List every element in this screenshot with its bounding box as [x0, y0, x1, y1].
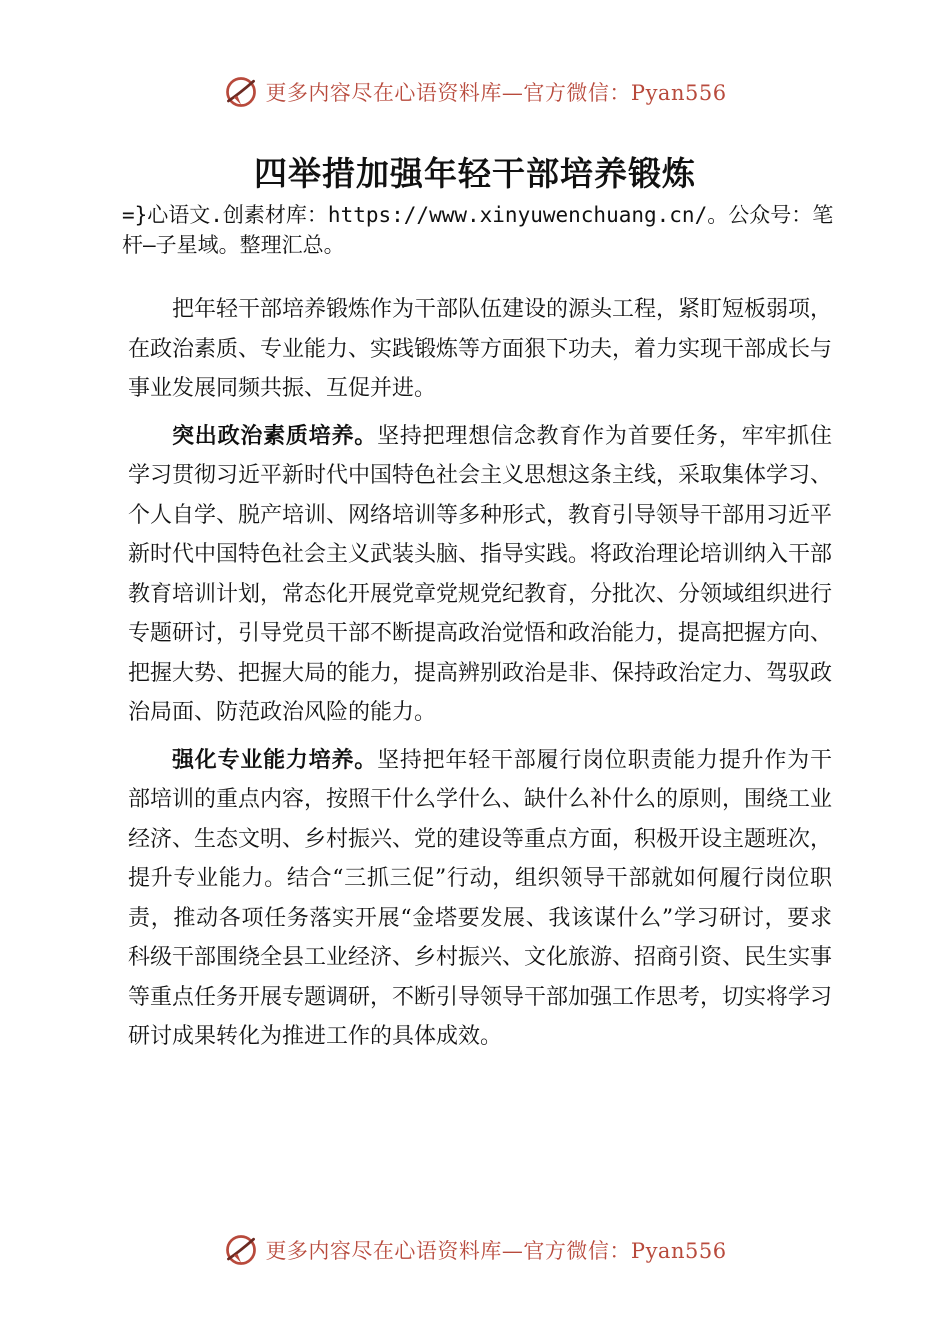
- footer-watermark-banner: [0, 1228, 950, 1272]
- document-title: 四举措加强年轻干部培养锻炼: [254, 154, 696, 193]
- section-text-professional: 坚持把年轻干部履行岗位职责能力提升作为干部培训的重点内容，按照干什么学什么、缺什么补什么的原则，围绕工业经济、生态文明、乡村振兴、党的建设等重点方面，积极开设主题班次，提升专业能力。结合“三抓三促”行动，组织领导干部就如何履行岗位职责，推动各项任务落实开展“金塔要发展、我该谋什么”学习研讨，要求科级干部围绕全县工业经济、乡村振兴、文化旅游、招商引资、民生实事等重点任务开展专题调研，不断引导领导干部加强工作思考，切实将学习研讨成果转化为推进工作的具体成效。: [128, 747, 833, 1049]
- header-watermark-banner: [0, 70, 950, 114]
- section-paragraph-professional: [128, 741, 832, 1057]
- section-paragraph-political: [128, 417, 832, 733]
- footer-watermark-text: 更多内容尽在心语资料库—官方微信：Pyan556: [265, 1239, 727, 1263]
- section-text-political: 坚持把理想信念教育作为首要任务，牢牢抓住学习贯彻习近平新时代中国特色社会主义思想这条主线，采取集体学习、个人自学、脱产培训、网络培训等多种形式，教育引导领导干部用习近平新时代中国特色社会主义武装头脑、指导实践。将政治理论培训纳入干部教育培训计划，常态化开展党章党规党纪教育，分批次、分领域组织进行专题研讨，引导党员干部不断提高政治觉悟和政治能力，提高把握方向、把握大势、把握大局的能力，提高辨别政治是非、保持政治定力、驾驭政治局面、防范政治风险的能力。: [128, 423, 833, 725]
- document-body: [128, 290, 832, 1065]
- intro-paragraph: 把年轻干部培养锻炼作为干部队伍建设的源头工程，紧盯短板弱项，在政治素质、专业能力、实践锻炼等方面狠下功夫，着力实现干部成长与事业发展同频共振、互促并进。: [128, 297, 833, 401]
- pen-logo-icon: [223, 74, 259, 110]
- section-heading-political: 突出政治素质培养。: [172, 423, 378, 449]
- header-watermark-text: 更多内容尽在心语资料库—官方微信：Pyan556: [265, 81, 727, 105]
- source-attribution: =}心语文.创素材库：https://www.xinyuwenchuang.cn/。公众号：笔杆—子星域。整理汇总。: [122, 203, 834, 257]
- pen-logo-icon: [223, 1232, 259, 1268]
- section-heading-professional: 强化专业能力培养。: [172, 747, 378, 773]
